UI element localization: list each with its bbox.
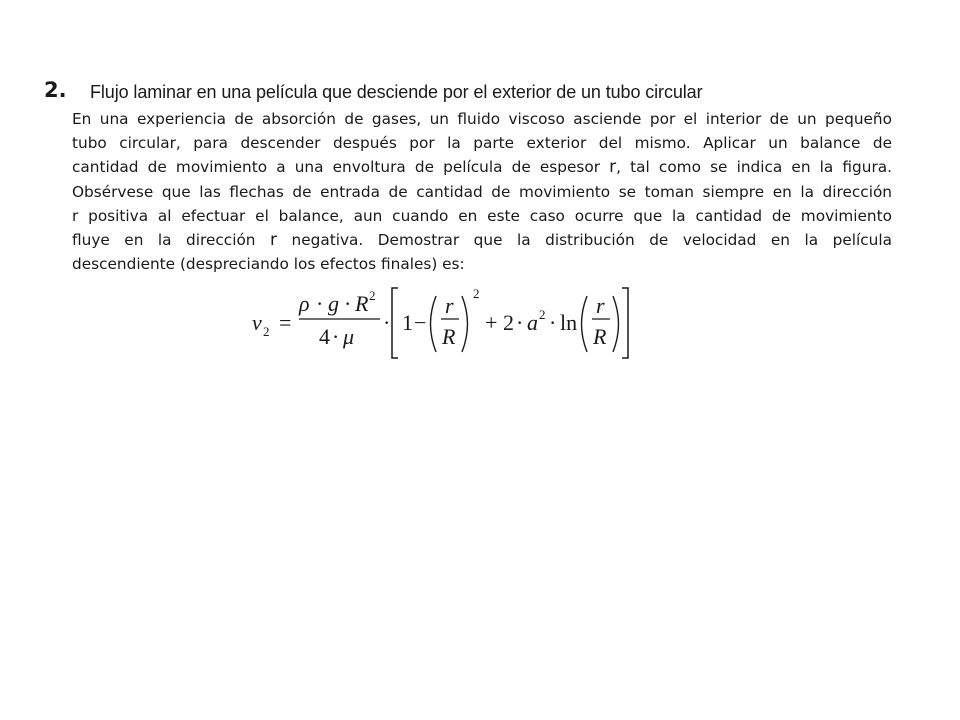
statement-line: [72, 155, 892, 179]
eq-ln-R: R: [593, 324, 607, 349]
eq-frac-r: r: [445, 293, 454, 318]
eq-g: g: [328, 291, 339, 316]
eq-rho: ρ: [299, 291, 310, 316]
statement-text: , tal como se indica en la figura.: [616, 158, 892, 177]
eq-one: 1: [402, 310, 413, 335]
variable-r: r: [270, 230, 278, 251]
eq-dot: ·: [344, 291, 352, 316]
statement-line: Obsérvese que las flechas de entrada de cantidad de movimiento se toman siempre en la dirección: [72, 182, 892, 201]
eq-frac-R: R: [442, 324, 456, 349]
statement-line: tubo circular, para descender después por la parte exterior del mismo. Aplicar un balance de: [72, 134, 892, 153]
eq-dot: ·: [316, 291, 324, 316]
eq-R-exponent: 2: [369, 288, 376, 303]
eq-left-bracket: [392, 288, 398, 358]
statement-line: [72, 228, 892, 252]
problem-title: Flujo laminar en una película que desciende por el exterior de un tubo circular: [90, 82, 703, 102]
statement-text: negativa. Demostrar que la distribución de velocidad en la película: [277, 231, 892, 250]
problem-number: 2.: [44, 78, 67, 102]
eq-two: 2: [503, 310, 514, 335]
problem-statement: [72, 107, 892, 276]
eq-paren-exponent: 2: [473, 286, 480, 301]
statement-text: fluye en la dirección: [72, 231, 271, 250]
eq-dot: ·: [549, 310, 557, 335]
eq-ln: ln: [560, 310, 578, 335]
eq-mu: μ: [343, 324, 355, 349]
variable-r: r: [609, 157, 617, 178]
eq-right-bracket: [622, 288, 628, 358]
eq-R: R: [355, 291, 369, 316]
eq-plus: +: [485, 310, 498, 335]
eq-left-paren: [431, 296, 437, 352]
eq-lhs-subscript: 2: [263, 324, 270, 339]
eq-minus: −: [414, 310, 427, 335]
statement-line: En una experiencia de absorción de gases, un fluido viscoso asciende por el interior de un pequeño: [72, 110, 892, 128]
statement-line: r positiva al efectuar el balance, aun cuando en este caso ocurre que la cantidad de movimiento: [72, 206, 892, 225]
eq-equals: =: [279, 310, 292, 335]
eq-dot: ·: [332, 324, 340, 349]
eq-lhs: v: [252, 310, 262, 335]
statement-text: cantidad de movimiento a una envoltura de película de espesor: [72, 158, 610, 177]
eq-right-paren: [613, 296, 619, 352]
eq-a-exponent: 2: [539, 307, 546, 322]
eq-left-paren: [582, 296, 588, 352]
eq-four: 4: [319, 324, 330, 349]
eq-a: a: [527, 310, 538, 335]
velocity-equation: [248, 284, 648, 369]
eq-dot: ·: [516, 310, 524, 335]
statement-line: descendiente (despreciando los efectos finales) es:: [72, 255, 465, 274]
eq-ln-r: r: [596, 293, 605, 318]
eq-right-paren: [462, 296, 468, 352]
eq-dot: ·: [383, 310, 391, 335]
